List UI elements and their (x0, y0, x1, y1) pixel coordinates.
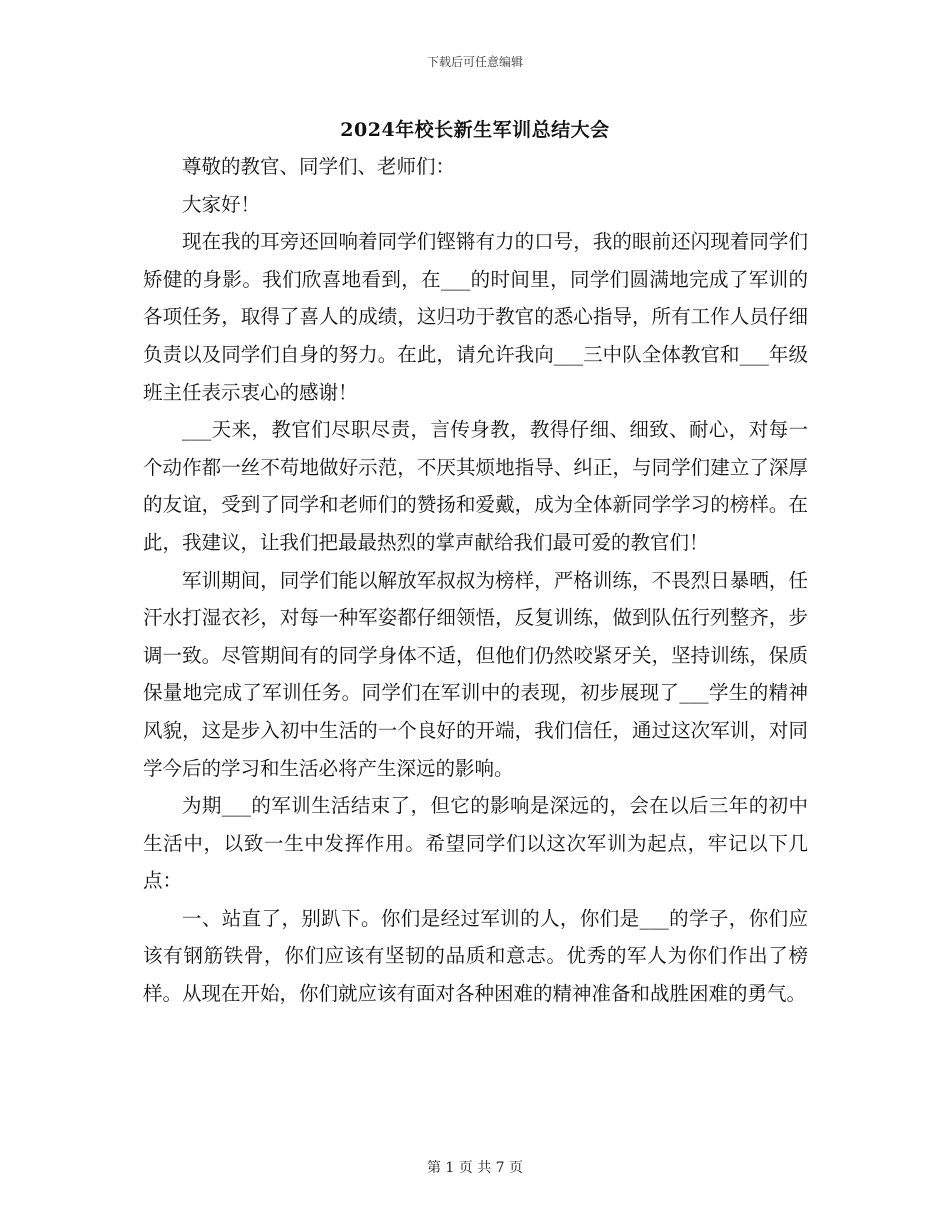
header-note: 下载后可任意编辑 (426, 55, 523, 69)
document-title: 2024年校长新生军训总结大会 (340, 119, 610, 141)
body-paragraph: 一、站直了，别趴下。你们是经过军训的人，你们是___的学子，你们应该有钢筋铁骨，你们应该有坚韧的品质和意志。优秀的军人为你们作出了榜样。从现在开始，你们就应该有面对各种困难的精神准备和战胜困难的勇气。 (143, 906, 808, 1006)
body-paragraph: 军训期间，同学们能以解放军叔叔为榜样，严格训练，不畏烈日暴晒，任汗水打湿衣衫，对每一种军姿都仔细领悟，反复训练，做到队伍行列整齐，步调一致。尽管期间有的同学身体不适，但他们仍然咬紧牙关，坚持训练，保质保量地完成了军训任务。同学们在军训中的表现，初步展现了___学生的精神风貌，这是步入初中生活的一个良好的开端，我们信任，通过这次军训，对同学今后的学习和生活必将产生深远的影响。 (143, 568, 808, 780)
body-paragraph: ___天来，教官们尽职尽责，言传身教，教得仔细、细致、耐心，对每一个动作都一丝不苟地做好示范，不厌其烦地指导、纠正，与同学们建立了深厚的友谊，受到了同学和老师们的赞扬和爱戴，成为全体新同学学习的榜样。在此，我建议，让我们把最最热烈的掌声献给我们最可爱的教官们！ (143, 418, 808, 554)
greeting-paragraph: 大家好！ (182, 192, 261, 216)
body-paragraph: 为期___的军训生活结束了，但它的影响是深远的，会在以后三年的初中生活中，以致一生中发挥作用。希望同学们以这次军训为起点，牢记以下几点： (143, 794, 808, 893)
page-number: 第 1 页 共 7 页 (426, 1160, 524, 1176)
document-body (143, 148, 808, 1013)
body-paragraph: 现在我的耳旁还回响着同学们铿锵有力的口号，我的眼前还闪现着同学们矫健的身影。我们欣喜地看到，在___的时间里，同学们圆满地完成了军训的各项任务，取得了喜人的成绩，这归功于教官的悉心指导，所有工作人员仔细负责以及同学们自身的努力。在此，请允许我向___三中队全体教官和___年级班主任表示衷心的感谢！ (143, 230, 808, 404)
salutation-paragraph: 尊敬的教官、同学们、老师们： (182, 155, 456, 178)
